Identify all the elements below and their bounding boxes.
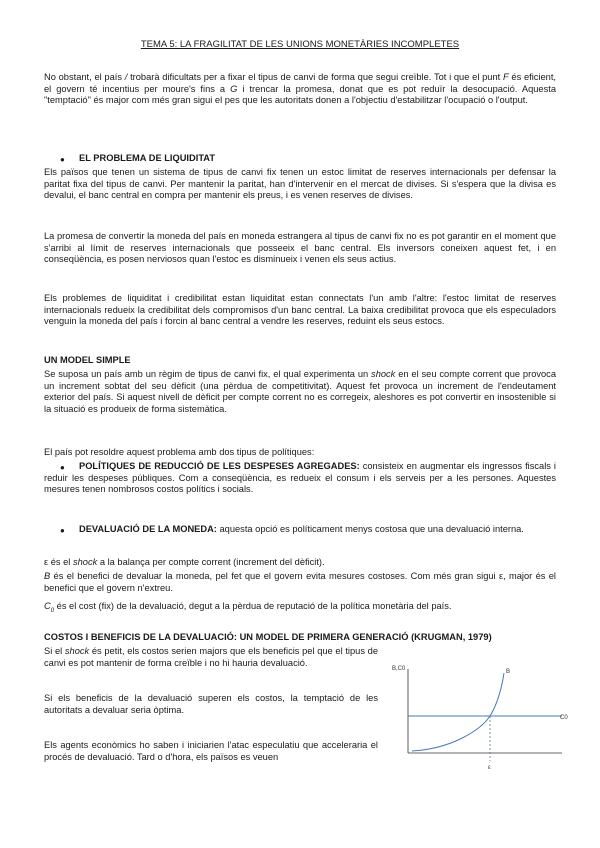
liquidity-paragraph-2: La promesa de convertir la moneda del país en moneda estrangera al tipus de canvi fix no es pot garantir en el moment que s'arribi al límit de reserves internacionals que posseeix el banc central. Els inversors coneixen aquest fet, i en conseqüència, es posen nerviosos quan l'estoc es disminueix i venen els seus actius. — [44, 231, 556, 265]
costs-paragraph-2: Si els beneficis de la devaluació superen els costos, la temptació de les autoritats a devaluar seria òptima. — [44, 693, 378, 715]
cost-benefit-graph — [390, 661, 570, 776]
policy-text: aquesta opció es políticament menys costosa que una devaluació interna. — [216, 524, 524, 534]
section-heading-costs: COSTOS I BENEFICIS DE LA DEVALUACIÓ: UN MODEL DE PRIMERA GENERACIÓ (KRUGMAN, 1979) — [44, 632, 492, 642]
bullet-icon: ● — [60, 463, 65, 472]
definition-epsilon: ε és el shock a la balança per compte corrent (increment del dèficit). — [44, 557, 325, 567]
x-threshold-label: ε — [488, 765, 491, 771]
policy-label: POLÍTIQUES DE REDUCCIÓ DE LES DESPESES AGREGADES: — [79, 461, 360, 471]
definition-benefit: B és el benefici de devaluar la moneda, pel fet que el govern evita mesures costoses. Com més gran sigui ε, major és el benefici que el govern n'extreu. — [44, 571, 556, 593]
policy-item-spending-cuts — [44, 461, 556, 496]
curve-label: B — [506, 669, 511, 675]
section-heading-model: UN MODEL SIMPLE — [44, 355, 131, 365]
cost-line-label: C0 — [560, 715, 568, 721]
policy-label: DEVALUACIÓ DE LA MONEDA: — [79, 524, 217, 534]
liquidity-paragraph-1: Els països que tenen un sistema de tipus de canvi fix tenen un estoc limitat de reserves internacionals per defensar la paritat fixa del tipus de canvi. Per mantenir la paritat, han d'intervenir en el mercat de divises. Si s'espera que la divisa es devalui, el banc central en compra per mantenir els preus, i es venen reserves de divises. — [44, 167, 556, 201]
bullet-icon: ● — [60, 526, 65, 535]
costs-paragraph-1: Si el shock és petit, els costos serien majors que els beneficis pel que el tipus de canvi es pot mantenir de forma creïble i no hi hauria devaluació. — [44, 646, 379, 668]
costs-paragraph-3: Els agents econòmics ho saben i iniciarien l'atac especulatiu que acceleraria el procés de devaluació. Tard o d'hora, els països es veuen — [44, 740, 378, 762]
liquidity-paragraph-3: Els problemes de liquiditat i credibilitat estan liquiditat estan connectats l'un amb l'altre: l'estoc limitat de reserves internacionals redueix la credibilitat dels compromisos d'un banc central. La baixa credibilitat provoca que els especuladors venguin la moneda del país i forcin al banc central a vendre les reserves, reduint els seus estocs. — [44, 293, 556, 327]
policy-text: consisteix en augmentar els ingressos fiscals i reduir les despeses públiques. Com a conseqüència, es redueix el consum i els serveis per a les persones. Aquestes mesures tenen nombrosos costos polítics i socials. — [44, 461, 556, 495]
model-paragraph-2: El país pot resoldre aquest problema amb dos tipus de polítiques: — [44, 447, 315, 457]
page-title: TEMA 5: LA FRAGILITAT DE LES UNIONS MONETÀRIES INCOMPLETES — [140, 39, 460, 50]
benefit-curve — [412, 673, 504, 751]
y-axis-label: B,C0 — [392, 666, 406, 672]
definition-cost: $C_0$ és el cost (fix) de la devaluació, degut a la pèrdua de reputació de la política monetària del país. — [44, 601, 452, 614]
model-paragraph-1: Se suposa un país amb un règim de tipus de canvi fix, el qual experimenta un shock en el seu compte corrent que provoca un increment sobtat del seu dèficit (una pèrdua de competitivitat). Aquest fet provoca un increment de l'endeutament exterior del país. Si aquest nivell de dèficit per compte corrent no es corregeix, aleshores es pot convertir en insostenible si la situació es produeix de forma sistemàtica. — [44, 369, 556, 415]
policy-item-devaluation — [79, 524, 524, 536]
bullet-icon: ● — [60, 155, 65, 164]
intro-paragraph: No obstant, el país / trobarà dificultats per a fixar el tipus de canvi de forma que segui creïble. Tot i que el punt F és eficient, el govern té incentius per moure's fins a G i trencar la promesa, donat que es pot reduïr la desocupació. Aquesta "temptació" és major com més gran sigui el pes que les autoritats donen a l'objectiu d'estabilitzar l'ocupació o l'output. — [44, 72, 557, 106]
section-heading-liquidity: EL PROBLEMA DE LIQUIDITAT — [79, 153, 216, 163]
